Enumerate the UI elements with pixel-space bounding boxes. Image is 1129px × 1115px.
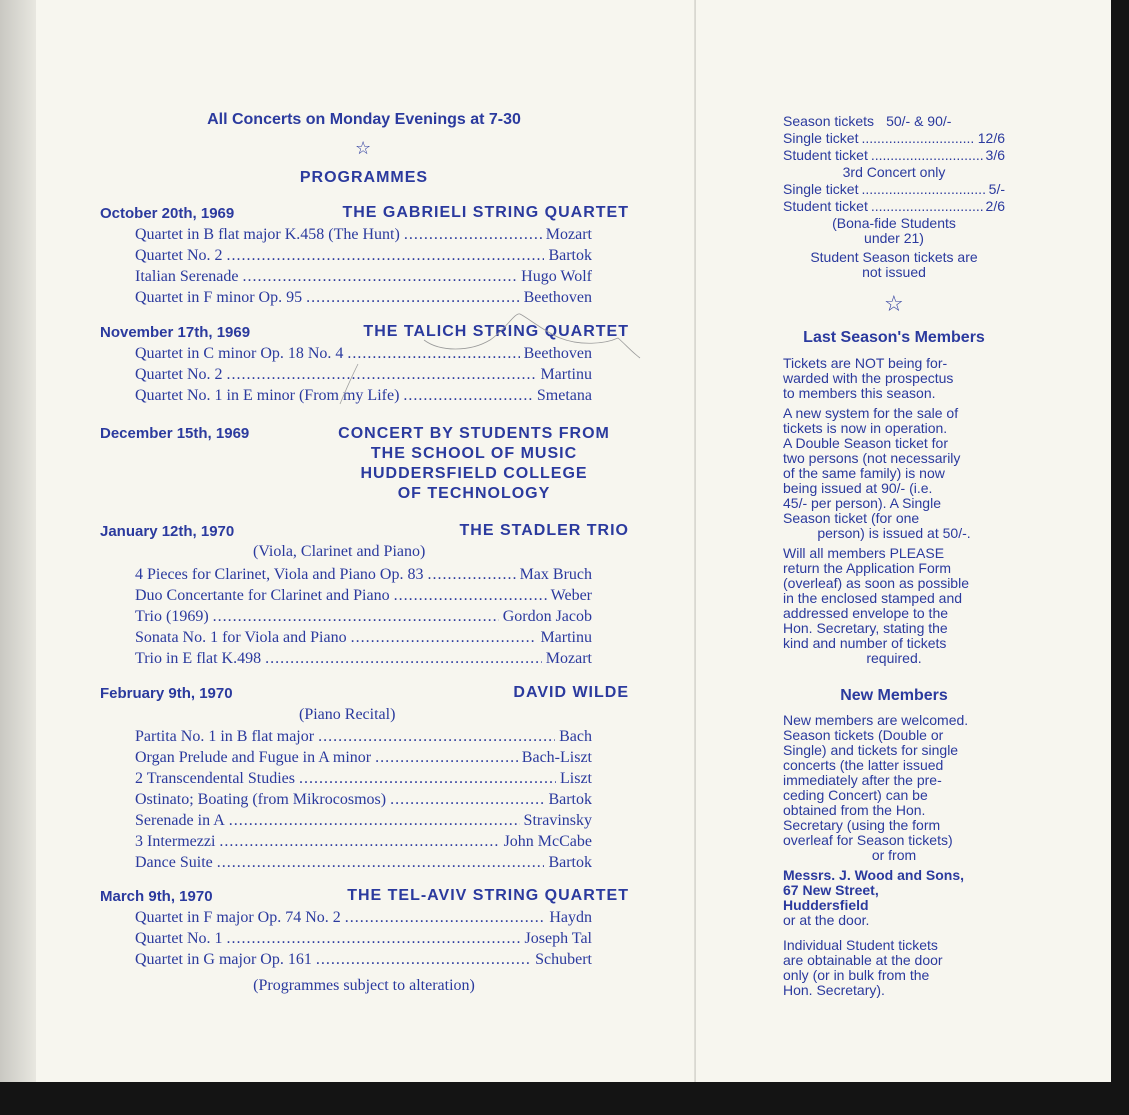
last-season-paragraph: A new system for the sale of tickets is now in operation. A Double Season ticket for two persons (not necessarily of the same family) is now being issued at 90/- (i.e. 45/- per person). A Single Season ticket (for one person) is issued at 50/-. [783,405,971,541]
programme-list [135,343,592,406]
star-icon: ☆ [884,292,904,317]
programmes-title: PROGRAMMES [299,169,429,186]
concert-performer: THE TALICH STRING QUARTET [363,323,629,340]
price-row: Single ticket ..... 12/6 [783,131,1005,148]
programme-list [135,224,592,308]
page-edge-left [0,0,36,1115]
programme-item: Quartet in B flat major K.458 (The Hunt) ..... Mozart [135,224,592,245]
background-right [1111,0,1129,1115]
concert-performer: THE GABRIELI STRING QUARTET [342,204,629,221]
programme-list [135,726,592,873]
price-row: Single ticket ..... 5/- [783,182,1005,199]
programme-item: 4 Pieces for Clarinet, Viola and Piano Op. 83 ..... Max Bruch [135,564,592,585]
programme-item: Trio in E flat K.498 ..... Mozart [135,648,592,669]
concert-subtitle: (Piano Recital) [299,706,396,723]
programme-item: Quartet No. 2 ..... Bartok [135,245,592,266]
programme-item: 3 Intermezzi ..... John McCabe [135,831,592,852]
concert-date: January 12th, 1970 [100,523,235,540]
programme-item: 2 Transcendental Studies ..... Liszt [135,768,592,789]
programme-item: Organ Prelude and Fugue in A minor ..... Bach-Liszt [135,747,592,768]
ticket-prices [783,114,1005,280]
last-season-title: Last Season's Members [803,329,985,346]
programme-item: Quartet No. 2 ..... Martinu [135,364,592,385]
student-season-note: Student Season tickets are not issued [810,249,978,280]
concert-date: December 15th, 1969 [100,425,250,442]
programme-item: Ostinato; Boating (from Mikrocosmos) ..... Bartok [135,789,592,810]
programmes-footnote: (Programmes subject to alteration) [253,977,475,994]
bona-fide-note: (Bona-fide Students under 21) [832,215,956,246]
programme-item: Italian Serenade ..... Hugo Wolf [135,266,592,287]
concert-performer: THE TEL-AVIV STRING QUARTET [347,887,629,904]
concert-date: November 17th, 1969 [100,324,251,341]
background-bottom [0,1082,1129,1115]
concert-performer: THE STADLER TRIO [459,522,629,539]
page-fold [694,0,696,1082]
last-season-paragraph: Will all members PLEASE return the Application Form (overleaf) as soon as possible in the enclosed stamped and addressed envelope to the Hon. Secretary, stating the kind and number of tickets required. [783,545,969,666]
new-members-paragraph: New members are welcomed. Season tickets (Double or Single) and tickets for single concerts (the latter issued immediately after the pre- ceding Concert) can be obtained from the Hon. Secretary (using the form overleaf for Season tickets) or from [783,712,969,863]
programme-item: Quartet in G major Op. 161 ..... Schubert [135,949,592,970]
programme-item: Trio (1969) ..... Gordon Jacob [135,606,592,627]
concert-time-header: All Concerts on Monday Evenings at 7-30 [207,111,521,128]
individual-student-paragraph: Individual Student tickets are obtainable at the door only (or in bulk from the Hon. Secretary). [783,937,943,998]
new-members-title: New Members [840,687,948,704]
concert-date: March 9th, 1970 [100,888,213,905]
programme-item: Quartet in F major Op. 74 No. 2 ..... Haydn [135,907,592,928]
agent-address: Messrs. J. Wood and Sons, 67 New Street, Huddersfield [783,867,965,913]
programme-item: Quartet No. 1 ..... Joseph Tal [135,928,592,949]
price-row: Student ticket ..... 2/6 [783,199,1005,216]
at-door-note: or at the door. [783,912,870,928]
concert-date: October 20th, 1969 [100,205,235,222]
price-row: Student ticket ..... 3/6 [783,148,1005,165]
programme-item: Quartet No. 1 in E minor (From my Life) ..... Smetana [135,385,592,406]
programme-item: Duo Concertante for Clarinet and Piano ..... Weber [135,585,592,606]
programme-item: Serenade in A ..... Stravinsky [135,810,592,831]
programme-list [135,907,592,970]
programme-item: Quartet in C minor Op. 18 No. 4 ..... Beethoven [135,343,592,364]
programme-list [135,564,592,669]
price-row: Season tickets 50/- & 90/- [783,113,952,129]
programme-item: Dance Suite ..... Bartok [135,852,592,873]
programme-item: Partita No. 1 in B flat major ..... Bach [135,726,592,747]
star-icon: ☆ [355,138,372,159]
third-concert-note: 3rd Concert only [842,164,946,180]
programme-item: Quartet in F minor Op. 95 ..... Beethoven [135,287,592,308]
concert-performer: CONCERT BY STUDENTS FROM THE SCHOOL OF MUSIC HUDDERSFIELD COLLEGE OF TECHNOLOGY [338,425,610,502]
concert-date: February 9th, 1970 [100,685,233,702]
last-season-paragraph: Tickets are NOT being for- warded with the prospectus to members this season. [783,355,954,401]
programme-item: Sonata No. 1 for Viola and Piano ..... Martinu [135,627,592,648]
concert-subtitle: (Viola, Clarinet and Piano) [253,543,426,560]
concert-performer: DAVID WILDE [513,684,629,701]
